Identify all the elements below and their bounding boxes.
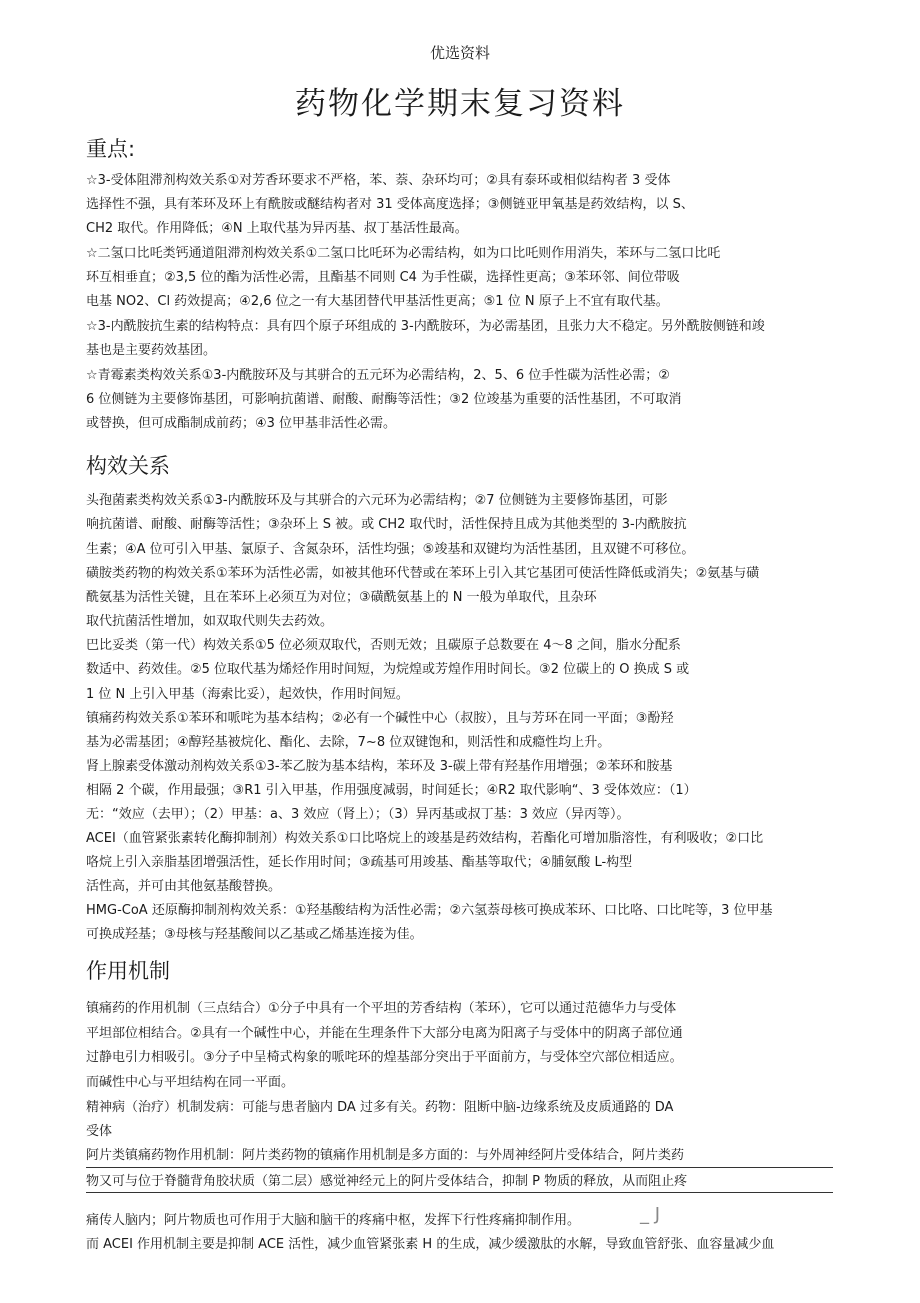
text-line: 精神病（治疗）机制发病：可能与患者脑内 DA 过多有关。药物：阻断中脑-边缘系统及皮质通路的 DA — [86, 1100, 674, 1115]
text-line: ☆二氢口比吒类钙通道阻滞剂构效关系①二氢口比吒环为必需结构，如为口比吒则作用消失，苯环与二氢口比吒 — [86, 246, 721, 261]
text-line: 1 位 N 上引入甲基（海索比妥），起效快，作用时间短。 — [86, 687, 409, 702]
text-line: 痛传人脑内；阿片物质也可作用于大脑和脑干的疼痛中枢，发挥下行性疼痛抑制作用。 — [86, 1213, 581, 1228]
text-line: 受体 — [86, 1124, 113, 1139]
text-line: HMG-CoA 还原酶抑制剂构效关系：①羟基酸结构为活性必需；②六氢萘母核可换成苯环、口比咯、口比咤等，3 位甲基 — [86, 903, 773, 918]
text-line: 基为必需基团；④醇羟基被烷化、酯化、去除，7~8 位双键饱和，则活性和成瘾性均上升。 — [86, 735, 611, 750]
text-line: 可换成羟基；③母核与羟基酸间以乙基或乙烯基连接为佳。 — [86, 927, 423, 942]
section-heading-sar: 构效关系 — [86, 454, 170, 478]
text-line: 数适中、药效佳。②5 位取代基为烯烃作用时间短，为烷煌或芳煌作用时间长。③2 位碳上的 O 换成 S 或 — [86, 662, 690, 677]
document-title: 药物化学期末复习资料 — [295, 86, 625, 122]
section-heading-mechanism: 作用机制 — [86, 959, 170, 983]
text-line: CH2 取代。作用降低；④N 上取代基为异丙基、叔丁基活性最高。 — [86, 221, 468, 236]
text-line: ☆青霉素类构效关系①3-内酰胺环及与其骈合的五元环为必需结构，2、5、6 位手性碳为活性必需；② — [86, 368, 670, 383]
text-line: 无：“效应（去甲）；（2）甲基：a、3 效应（肾上）；（3）异丙基或叔丁基：3 效应（异丙等）。 — [86, 807, 630, 822]
text-line: 取代抗菌活性增加，如双取代则失去药效。 — [86, 614, 334, 629]
text-line: 镇痛药构效关系①苯环和哌咤为基本结构；②必有一个碱性中心（叔胺），且与芳环在同一平面；③酚羟 — [86, 711, 674, 726]
text-line: 酰氨基为活性关键，且在苯环上必须互为对位；③磺酰氨基上的 N 一般为单取代，且杂环 — [86, 590, 597, 605]
text-line: 物又可与位于脊髓背角胶状质（第二层）感觉神经元上的阿片受体结合，抑制 P 物质的释放，从而阻止疼 — [86, 1174, 688, 1189]
text-line: 巴比妥类（第一代）构效关系①5 位必须双取代，否则无效；且碳原子总数要在 4〜8 之间，脂水分配系 — [86, 638, 681, 653]
text-line: 电基 NO2、Cl 药效提高；④2,6 位之一有大基团替代甲基活性更高；⑤1 位 N 原子上不宜有取代基。 — [86, 294, 669, 309]
text-line: 肾上腺素受体激动剂构效关系①3-苯乙胺为基本结构，苯环及 3-碳上带有羟基作用增强；②苯环和胺基 — [86, 759, 673, 774]
text-line: 相隔 2 个碳，作用最强；③R1 引入甲基，作用强度减弱，时间延长；④R2 取代影响“、3 受体效应：（1） — [86, 783, 697, 798]
text-line: 镇痛药的作用机制（三点结合）①分子中具有一个平坦的芳香结构（苯环），它可以通过范德华力与受体 — [86, 1001, 677, 1016]
text-line: 头孢菌素类构效关系①3-内酰胺环及与其骈合的六元环为必需结构；②7 位侧链为主要修饰基团，可影 — [86, 493, 668, 508]
text-line: 响抗菌谱、耐酸、耐酶等活性；③杂环上 S 被。或 CH2 取代时，活性保持且成为其他类型的 3-内酰胺抗 — [86, 517, 687, 532]
text-line: 咯烷上引入亲脂基团增强活性，延长作用时间；③疏基可用竣基、酯基等取代；④脯氨酸 L-构型 — [86, 855, 633, 870]
underline-rule — [86, 1192, 833, 1193]
text-line: 生素；④A 位可引入甲基、氯原子、含氮杂环，活性均强；⑤竣基和双键均为活性基团，且双键不可移位。 — [86, 542, 695, 557]
corner-mark: _ J — [640, 1204, 661, 1225]
underline-rule — [86, 1167, 833, 1168]
text-line: 6 位侧链为主要修饰基团，可影响抗菌谱、耐酸、耐酶等活性；③2 位竣基为重要的活性基团，不可取消 — [86, 392, 682, 407]
text-line: 磺胺类药物的构效关系①苯环为活性必需，如被其他环代替或在苯环上引入其它基团可使活性降低或消失；②氨基与磺 — [86, 566, 760, 581]
text-line: 基也是主要药效基团。 — [86, 343, 217, 358]
text-line: 选择性不强，具有苯环及环上有酰胺或醚结构者对 31 受体高度选择；③侧链亚甲氧基是药效结构，以 S、 — [86, 197, 694, 212]
text-line: 过静电引力相吸引。③分子中呈椅式构象的哌咤环的煌基部分突出于平面前方，与受体空穴部位相适应。 — [86, 1050, 683, 1065]
text-line: 而碱性中心与平坦结构在同一平面。 — [86, 1075, 295, 1090]
text-line: 活性高，并可由其他氨基酸替换。 — [86, 879, 282, 894]
page-header: 优选资料 — [429, 44, 490, 62]
text-line: 阿片类镇痛药物作用机制：阿片类药物的镇痛作用机制是多方面的：与外周神经阿片受体结合，阿片类药 — [86, 1148, 685, 1163]
section-heading-key-points: 重点: — [86, 137, 136, 161]
text-line: 或替换，但可成酯制成前药；④3 位甲基非活性必需。 — [86, 416, 397, 431]
text-line: 环互相垂直；②3,5 位的酯为活性必需，且酯基不同则 C4 为手性碳，选择性更高；③苯环邻、间位带吸 — [86, 270, 680, 285]
text-line: 平坦部位相结合。②具有一个碱性中心，并能在生理条件下大部分电离为阳离子与受体中的阴离子部位通 — [86, 1026, 683, 1041]
text-line: ACEI（血管紧张素转化酶抑制剂）构效关系①口比咯烷上的竣基是药效结构，若酯化可增加脂溶性，有利吸收；②口比 — [86, 831, 764, 846]
text-line: ☆3-受体阻滞剂构效关系①对芳香环要求不严格，苯、萘、杂环均可；②具有泰环或相似结构者 3 受体 — [86, 173, 671, 188]
text-line: 而 ACEI 作用机制主要是抑制 ACE 活性，减少血管紧张素 H 的生成，减少缓激肽的水解，导致血管舒张、血容量减少血 — [86, 1237, 775, 1252]
text-line: ☆3-内酰胺抗生素的结构特点：具有四个原子环组成的 3-内酰胺环，为必需基团，且张力大不稳定。另外酰胺侧链和竣 — [86, 319, 765, 334]
